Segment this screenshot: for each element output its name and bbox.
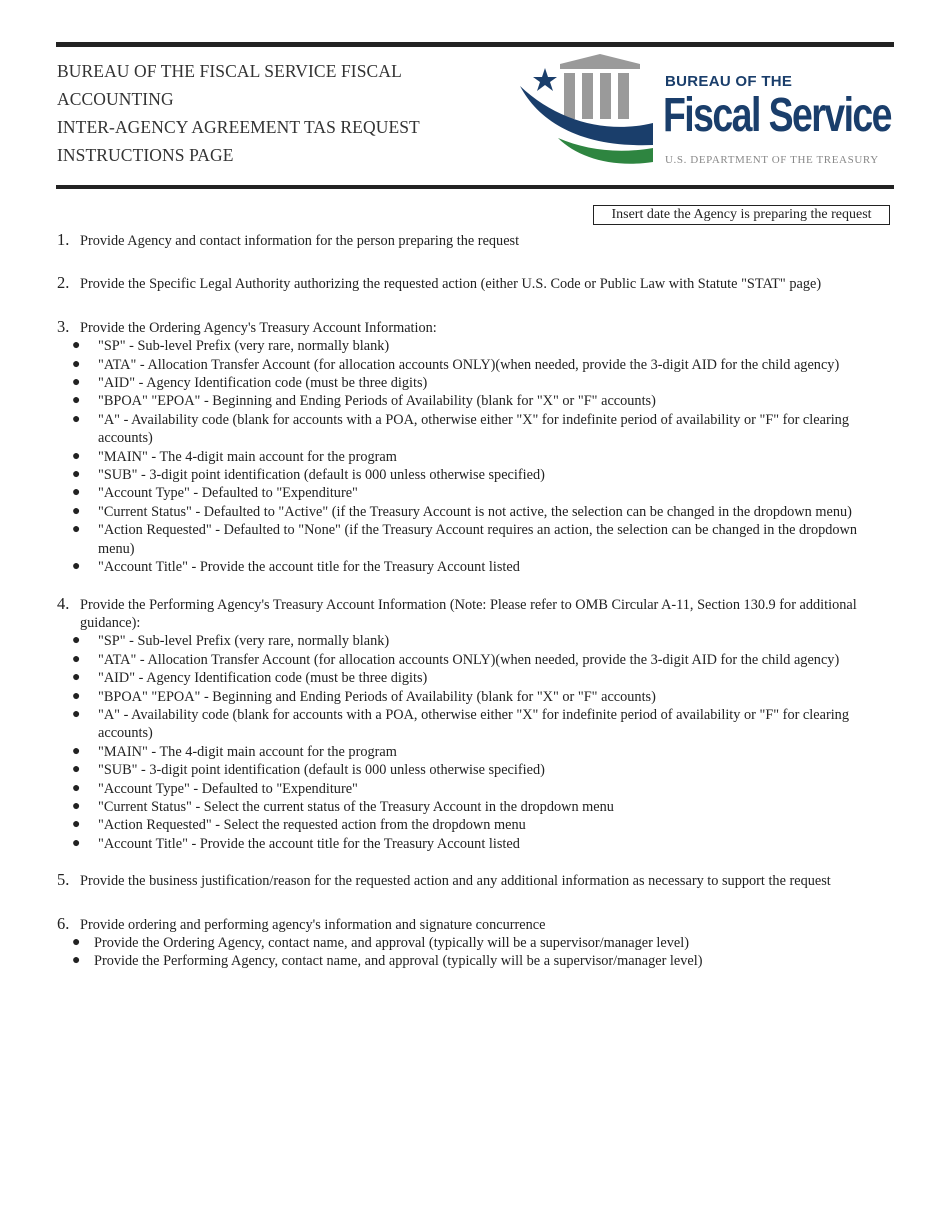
list-item: ● "Action Requested" - Defaulted to "None" (if the Treasury Account requires an action, the selection can be changed in the dropdown menu) xyxy=(72,522,858,557)
step-number: 2. xyxy=(57,273,70,293)
list-item: ● "MAIN" - The 4-digit main account for the program xyxy=(72,743,397,760)
list-item: ● "BPOA" "EPOA" - Beginning and Ending Periods of Availability (blank for "X" or "F" accounts) xyxy=(72,688,656,705)
logo-fiscal-service-text: Fiscal Service xyxy=(663,89,891,142)
step-text: Provide the Performing Agency's Treasury Account Information (Note: Please refer to OMB Circular A-11, Section 130.9 for additional guidance): xyxy=(80,596,857,631)
list-item: ● "SUB" - 3-digit point identification (default is 000 unless otherwise specified) xyxy=(72,467,545,484)
star-icon xyxy=(533,68,557,91)
fiscal-service-logo xyxy=(518,50,898,178)
step-number: 4. xyxy=(57,593,70,613)
list-item: ● "SP" - Sub-level Prefix (very rare, normally blank) xyxy=(72,633,390,650)
logo-treasury-text: U.S. DEPARTMENT OF THE TREASURY xyxy=(665,154,879,166)
instruction-step-4 xyxy=(57,593,887,633)
list-item: ● "SP" - Sub-level Prefix (very rare, normally blank) xyxy=(72,338,390,355)
instruction-step-2 xyxy=(57,275,887,293)
list-item: ● Provide the Ordering Agency, contact name, and approval (typically will be a supervisor/manager level) xyxy=(72,935,689,951)
instruction-step-1 xyxy=(57,232,887,250)
list-item: ● Provide the Performing Agency, contact name, and approval (typically will be a supervisor/manager level) xyxy=(72,953,703,970)
list-item: ● "Account Type" - Defaulted to "Expenditure" xyxy=(72,485,358,502)
ordering-account-fields xyxy=(57,337,887,576)
list-item: ● "MAIN" - The 4-digit main account for the program xyxy=(72,448,397,465)
step-text: Provide ordering and performing agency's information and signature concurrence xyxy=(80,916,546,933)
step-text: Provide the Ordering Agency's Treasury Account Information: xyxy=(80,319,437,336)
signature-concurrence-items xyxy=(57,934,887,971)
list-item: ● "ATA" - Allocation Transfer Account (for allocation accounts ONLY)(when needed, provide the 3-digit AID for the child agency) xyxy=(72,651,840,668)
logo-bureau-text: BUREAU OF THE xyxy=(665,73,793,90)
list-item: ● "Account Title" - Provide the account title for the Treasury Account listed xyxy=(72,835,520,852)
step-number: 6. xyxy=(57,913,70,933)
performing-account-fields xyxy=(57,632,887,853)
header-bottom-rule xyxy=(56,185,894,189)
title-line: INSTRUCTIONS PAGE xyxy=(57,145,234,165)
list-item: ● "Current Status" - Select the current status of the Treasury Account in the dropdown menu xyxy=(72,798,614,815)
list-item: ● "Action Requested" - Select the requested action from the dropdown menu xyxy=(72,817,526,834)
list-item: ● "ATA" - Allocation Transfer Account (for allocation accounts ONLY)(when needed, provide the 3-digit AID for the child agency) xyxy=(72,356,840,373)
list-item: ● "AID" - Agency Identification code (must be three digits) xyxy=(72,375,428,392)
instruction-step-5 xyxy=(57,872,887,890)
list-item: ● "BPOA" "EPOA" - Beginning and Ending Periods of Availability (blank for "X" or "F" accounts) xyxy=(72,393,656,410)
instruction-step-3 xyxy=(57,316,887,337)
step-text: Provide the business justification/reason for the requested action and any additional information as necessary to support the request xyxy=(80,873,831,890)
step-text: Provide the Specific Legal Authority authorizing the requested action (either U.S. Code or Public Law with Statute "STAT" page) xyxy=(80,276,822,293)
list-item: ● "A" - Availability code (blank for accounts with a POA, otherwise either "X" for indefinite period of availability or "F" for clearing accounts) xyxy=(72,411,849,447)
list-item: ● "Account Title" - Provide the account title for the Treasury Account listed xyxy=(72,559,520,576)
step-number: 3. xyxy=(57,316,70,336)
page-title xyxy=(57,57,497,169)
step-number: 1. xyxy=(57,230,70,249)
step-text: Provide Agency and contact information for the person preparing the request xyxy=(80,233,520,249)
step-number: 5. xyxy=(57,870,70,890)
list-item: ● "Current Status" - Defaulted to "Active" (if the Treasury Account is not active, the selection can be changed in the dropdown menu) xyxy=(72,503,852,520)
list-item: ● "A" - Availability code (blank for accounts with a POA, otherwise either "X" for indefinite period of availability or "F" for clearing accounts) xyxy=(72,706,849,742)
date-field[interactable]: Insert date the Agency is preparing the request xyxy=(593,205,890,225)
header-top-rule xyxy=(56,42,894,47)
list-item: ● "Account Type" - Defaulted to "Expenditure" xyxy=(72,780,358,797)
treasury-building-icon xyxy=(518,50,663,178)
list-item: ● "AID" - Agency Identification code (must be three digits) xyxy=(72,670,428,687)
list-item: ● "SUB" - 3-digit point identification (default is 000 unless otherwise specified) xyxy=(72,762,545,779)
title-line: ACCOUNTING xyxy=(57,89,174,109)
title-line: INTER-AGENCY AGREEMENT TAS REQUEST xyxy=(57,117,420,137)
instruction-step-6 xyxy=(57,913,887,934)
instructions-list xyxy=(57,232,887,971)
title-line: BUREAU OF THE FISCAL SERVICE FISCAL xyxy=(57,61,402,81)
